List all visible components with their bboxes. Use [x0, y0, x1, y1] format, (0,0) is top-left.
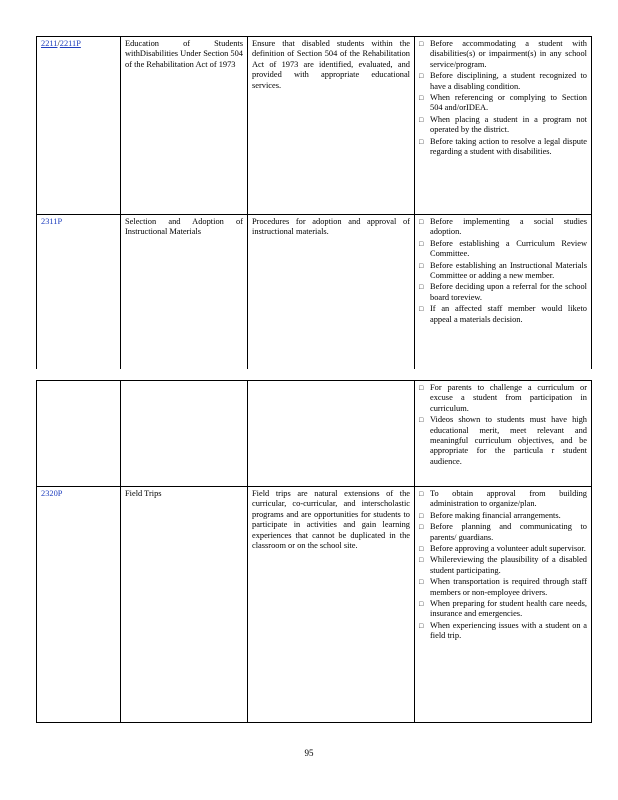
checkbox-bullet-icon: □ [419, 115, 424, 124]
checkbox-bullet-icon: □ [419, 218, 424, 226]
checkbox-bullet-icon: □ [419, 556, 424, 565]
list-item-text: When preparing for student health care needs, insurance and emergencies. [430, 599, 587, 619]
bullet-list [419, 217, 587, 325]
checkbox-bullet-icon: □ [419, 137, 424, 146]
policy-bullets-cell [415, 381, 592, 487]
policy-description-cell: Field trips are natural extensions of the curricular, co-curricular, and interscholastic programs and are opportunities for students to participate in activities and gain learning experiences that cannot be duplicated in the classroom or on the school site. [248, 487, 415, 723]
list-item [419, 383, 587, 414]
list-item-text: When transportation is required through staff members or non-employee drivers. [430, 577, 587, 597]
table-row [37, 487, 592, 723]
list-item-text: For parents to challenge a curriculum or excuse a student from participation in curriculum. [430, 383, 587, 413]
list-item-text: When experiencing issues with a student on a field trip. [430, 620, 587, 641]
checkbox-bullet-icon: □ [419, 40, 424, 48]
policy-description-cell [248, 381, 415, 487]
list-item [419, 71, 587, 92]
policy-code: 2320P [41, 489, 63, 498]
checkbox-bullet-icon: □ [419, 621, 424, 630]
list-item [419, 239, 587, 260]
policy-code-cell [37, 215, 121, 369]
checkbox-bullet-icon: □ [419, 578, 424, 587]
list-item-text: Videos shown to students must have high educational merit, meet relevant and meaningful curriculum objectives, and be appropriate for the particula r student audience. [430, 415, 587, 466]
list-item-text: Before making financial arrangements. [430, 510, 561, 520]
list-item-text: Before accommodating a student with disabilities(s) or impairment(s) in any school service/program. [430, 39, 587, 69]
policy-title-cell: Field Trips [121, 487, 248, 723]
list-item [419, 115, 587, 136]
checkbox-bullet-icon: □ [419, 305, 424, 314]
list-item-text: Before establishing a Curriculum Review Committee. [430, 238, 587, 259]
checkbox-bullet-icon: □ [419, 283, 424, 292]
policy-code-cell [37, 381, 121, 487]
policy-code: 2311P [41, 217, 63, 226]
list-item [419, 261, 587, 282]
policy-code-cell [37, 487, 121, 723]
list-item [419, 39, 587, 70]
policy-bullets-cell [415, 37, 592, 215]
code-separator: / [57, 39, 60, 48]
checkbox-bullet-icon: □ [419, 261, 424, 270]
policy-title-cell: Selection and Adoption of Instructional Materials [121, 215, 248, 369]
list-item-text: Before deciding upon a referral for the school board toreview. [430, 282, 587, 302]
list-item [419, 217, 587, 238]
list-item [419, 137, 587, 158]
policy-link-2211p[interactable]: 2211P [59, 39, 81, 48]
list-item-text: Before planning and communicating to parents/ guardians. [430, 522, 587, 542]
checkbox-bullet-icon: □ [419, 600, 424, 609]
list-item [419, 522, 587, 543]
policy-table-lower [36, 380, 592, 723]
policy-description-cell: Ensure that disabled students within the definition of Section 504 of the Rehabilitation Act of 1973 are identified, evaluated, and provided with appropriate educational services. [248, 37, 415, 215]
list-item [419, 577, 587, 598]
checkbox-bullet-icon: □ [419, 416, 424, 425]
list-item-text: Before implementing a social studies adoption. [430, 217, 587, 237]
list-item [419, 304, 587, 325]
checkbox-bullet-icon: □ [419, 490, 424, 498]
checkbox-bullet-icon: □ [419, 72, 424, 81]
policy-code-cell [37, 37, 121, 215]
list-item-text: Before taking action to resolve a legal dispute regarding a student with disabilities. [430, 136, 587, 157]
list-item [419, 93, 587, 114]
list-item-text: Before approving a volunteer adult supervisor. [430, 544, 586, 554]
policy-bullets-cell [415, 215, 592, 369]
checkbox-bullet-icon: □ [419, 523, 424, 532]
policy-table-upper [36, 36, 592, 369]
policy-description-cell: Procedures for adoption and approval of instructional materials. [248, 215, 415, 369]
list-item [419, 511, 587, 521]
bullet-list [419, 489, 587, 642]
policy-bullets-cell [415, 487, 592, 723]
table-row [37, 381, 592, 487]
list-item-text: To obtain approval from building administration to organize/plan. [430, 489, 587, 509]
list-item-text: Before disciplining, a student recognized to have a disabling condition. [430, 71, 587, 91]
list-item [419, 599, 587, 620]
list-item [419, 544, 587, 554]
policy-title-cell [121, 381, 248, 487]
list-item [419, 282, 587, 303]
table-row [37, 215, 592, 369]
bullet-list [419, 383, 587, 467]
table-row [37, 37, 592, 215]
list-item [419, 489, 587, 510]
policy-title-cell: Education of Students withDisabilities Under Section 504 of the Rehabilitation Act of 1973 [121, 37, 248, 215]
list-item [419, 621, 587, 642]
list-item-text: When referencing or complying to Section 504 and/orIDEA. [430, 93, 587, 113]
checkbox-bullet-icon: □ [419, 545, 424, 554]
list-item [419, 415, 587, 467]
page-number: 95 [304, 748, 314, 758]
checkbox-bullet-icon: □ [419, 384, 424, 392]
policy-link-2211[interactable]: 2211 [41, 39, 58, 48]
list-item [419, 555, 587, 576]
list-item-text: When placing a student in a program not operated by the district. [430, 114, 587, 135]
list-item-text: Before establishing an Instructional Materials Committee or adding a new member. [430, 260, 587, 281]
checkbox-bullet-icon: □ [419, 511, 424, 520]
list-item-text: If an affected staff member would liketo appeal a materials decision. [430, 304, 587, 324]
bullet-list [419, 39, 587, 157]
checkbox-bullet-icon: □ [419, 94, 424, 103]
checkbox-bullet-icon: □ [419, 239, 424, 248]
list-item-text: Whilereviewing the plausibility of a disabled student participating. [430, 555, 587, 575]
